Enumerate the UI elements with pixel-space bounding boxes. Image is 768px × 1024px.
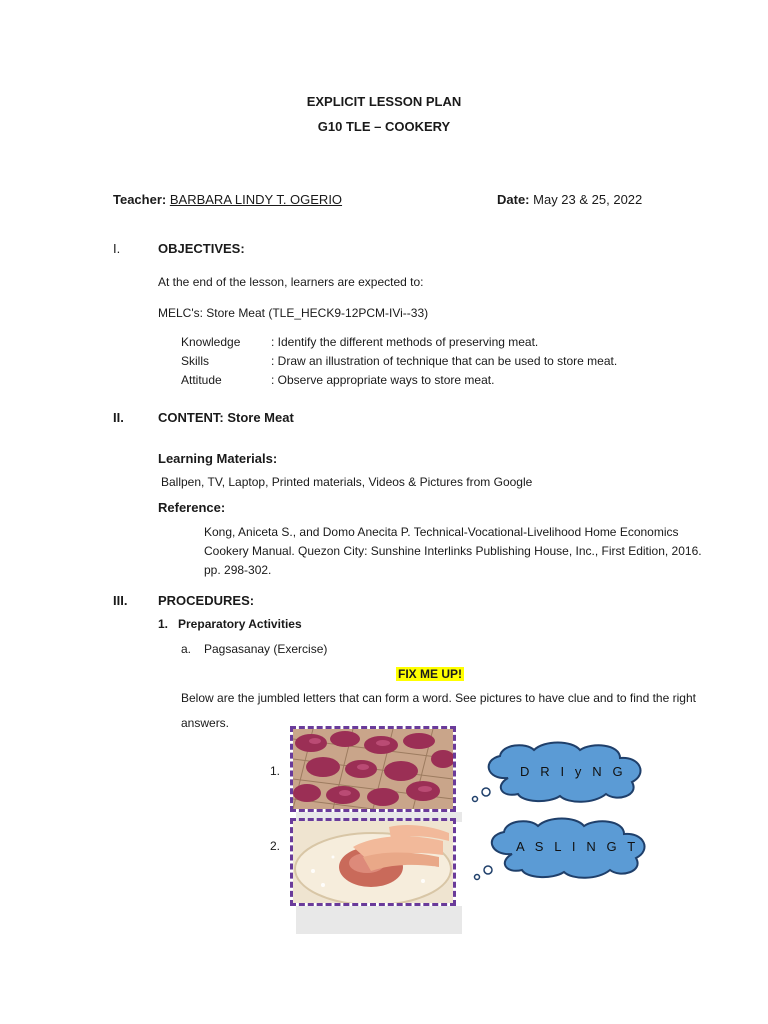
section-numeral-3: III. xyxy=(113,593,128,608)
objective-row xyxy=(181,373,494,387)
step-1-heading: 1. Preparatory Activities xyxy=(158,617,302,631)
step-1a-text: Pagsasanay (Exercise) xyxy=(204,642,328,656)
objective-row xyxy=(181,354,617,368)
objectives-heading: OBJECTIVES: xyxy=(158,241,245,256)
objective-row xyxy=(181,335,538,349)
dried-meat-photo xyxy=(290,726,456,812)
objective-key: Attitude xyxy=(181,373,222,387)
document-subtitle: G10 TLE – COOKERY xyxy=(317,119,451,134)
activity-title xyxy=(396,667,464,681)
materials-list: Ballpen, TV, Laptop, Printed materials, Videos & Pictures from Google xyxy=(161,475,533,489)
instructions-line: Below are the jumbled letters that can form a word. See pictures to have clue and to find the right xyxy=(181,691,696,705)
date-line xyxy=(497,192,642,207)
reference-line: Kong, Aniceta S., and Domo Anecita P. Technical-Vocational-Livelihood Home Economics xyxy=(204,525,679,539)
procedures-heading: PROCEDURES: xyxy=(158,593,255,608)
section-numeral-1: I. xyxy=(113,241,121,256)
activity-title-text: FIX ME UP! xyxy=(398,667,463,681)
objective-key: Knowledge xyxy=(181,335,241,349)
objective-value: : Observe appropriate ways to store meat. xyxy=(271,373,495,387)
objective-value: : Identify the different methods of preserving meat. xyxy=(271,335,539,349)
objectives-intro: At the end of the lesson, learners are expected to: xyxy=(158,275,424,289)
item-number: 1. xyxy=(270,764,281,778)
content-heading: CONTENT: Store Meat xyxy=(158,410,294,425)
reference-line: Cookery Manual. Quezon City: Sunshine Interlinks Publishing House, Inc., First Edition, 2016. xyxy=(204,544,702,558)
dried-meat-illustration xyxy=(293,729,453,809)
photo-shadow xyxy=(296,906,462,934)
date-value: May 23 & 25, 2022 xyxy=(533,192,643,207)
jumbled-word: A S L I N G T xyxy=(516,839,636,854)
item-number: 2. xyxy=(270,839,281,853)
date-label: Date: xyxy=(497,192,530,207)
reference-label: Reference: xyxy=(158,500,226,515)
objective-key: Skills xyxy=(181,354,210,368)
instructions-line: answers. xyxy=(181,716,230,730)
salting-meat-photo xyxy=(290,818,456,906)
objective-value: : Draw an illustration of technique that can be used to store meat. xyxy=(271,354,618,368)
teacher-label: Teacher: xyxy=(113,192,167,207)
section-numeral-2: II. xyxy=(113,410,124,425)
salting-meat-illustration xyxy=(293,821,453,903)
jumbled-word: D R I y N G xyxy=(520,764,623,779)
melc-line: MELC's: Store Meat (TLE_HECK9-12PCM-IVi--33) xyxy=(158,306,429,320)
materials-label: Learning Materials: xyxy=(158,451,278,466)
teacher-name: BARBARA LINDY T. OGERIO xyxy=(169,192,343,207)
document-title: EXPLICIT LESSON PLAN xyxy=(306,94,462,109)
step-1a-letter: a. xyxy=(181,642,192,656)
reference-line: pp. 298-302. xyxy=(204,563,272,577)
teacher-line xyxy=(113,192,342,207)
